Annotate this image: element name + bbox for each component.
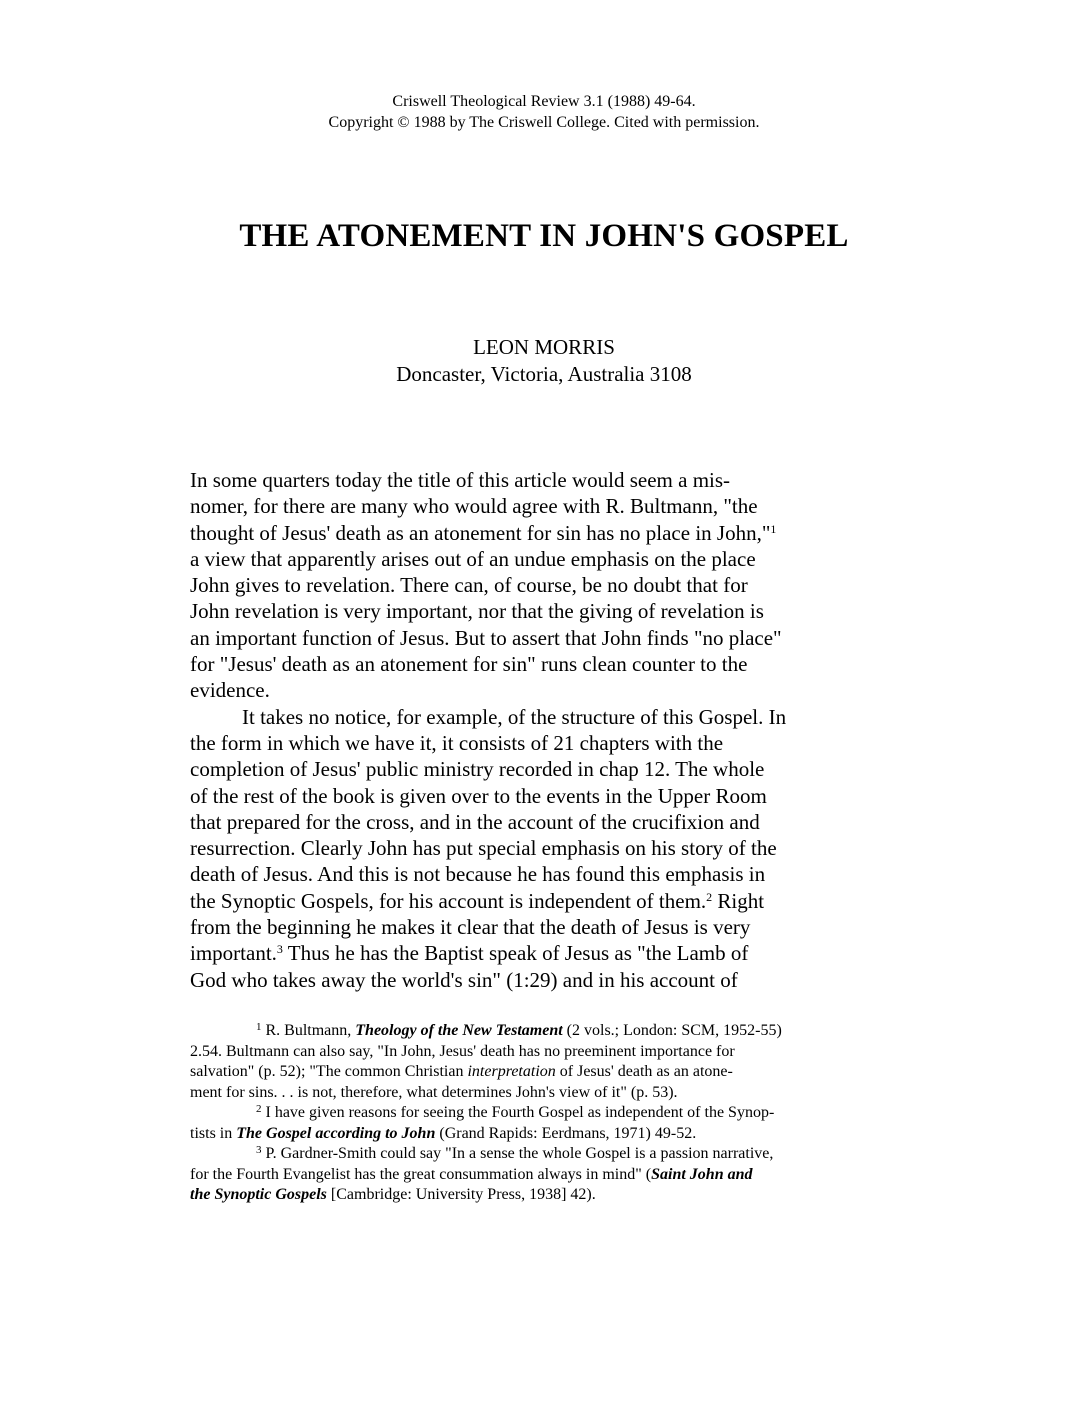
text-segment: important. bbox=[190, 941, 277, 966]
text-line: that prepared for the cross, and in the account of the crucifixion and bbox=[190, 809, 760, 834]
text-segment: of Jesus' death as an atone- bbox=[555, 1063, 733, 1080]
text-line: In some quarters today the title of this article would seem a mis- bbox=[190, 468, 731, 492]
author-location: Doncaster, Victoria, Australia 3108 bbox=[396, 362, 692, 386]
footnote-line bbox=[190, 1144, 890, 1165]
footnote-line bbox=[190, 1124, 890, 1145]
text-line bbox=[190, 520, 870, 546]
text-line-content: thought of Jesus' death as an atonement for sin has no place in John," bbox=[190, 520, 771, 545]
footnote-ref[interactable]: 1 bbox=[770, 521, 777, 536]
footnote-line: 2.54. Bultmann can also say, "In John, Jesus' death has no preeminent importance for bbox=[190, 1042, 735, 1060]
footnote-ref[interactable]: 2 bbox=[706, 889, 713, 904]
paragraph-2 bbox=[190, 704, 870, 993]
footnote-2 bbox=[190, 1103, 890, 1144]
text-line: nomer, for there are many who would agree with R. Bultmann, "the bbox=[190, 494, 758, 519]
author-name: LEON MORRIS bbox=[473, 335, 615, 359]
text-line: John revelation is very important, nor that the giving of revelation is bbox=[190, 599, 764, 624]
article-body bbox=[190, 467, 870, 993]
footnote-line bbox=[190, 1165, 890, 1186]
text-segment: [Cambridge: University Press, 1938] 42). bbox=[326, 1186, 596, 1203]
text-line: God who takes away the world's sin" (1:29) and in his account of bbox=[190, 967, 738, 992]
text-segment: I have given reasons for seeing the Fourth Gospel as independent of the Synop- bbox=[261, 1104, 775, 1121]
text-segment: tists in bbox=[190, 1124, 237, 1142]
book-title: Saint John and bbox=[651, 1165, 753, 1183]
text-segment: (Grand Rapids: Eerdmans, 1971) 49-52. bbox=[435, 1124, 697, 1142]
footnote-1 bbox=[190, 1021, 890, 1103]
text-segment: Right bbox=[712, 888, 765, 913]
text-line: of the rest of the book is given over to the events in the Upper Room bbox=[190, 783, 767, 808]
footnotes bbox=[190, 1021, 890, 1206]
footnote-number: 2 bbox=[256, 1103, 262, 1115]
text-line bbox=[190, 940, 870, 966]
text-line: death of Jesus. And this is not because he has found this emphasis in bbox=[190, 862, 766, 887]
text-segment: salvation" (p. 52); "The common Christian bbox=[190, 1063, 468, 1080]
text-line: for "Jesus' death as an atonement for sin" runs clean counter to the bbox=[190, 652, 748, 677]
author-block bbox=[0, 334, 1088, 388]
text-line: John gives to revelation. There can, of course, be no doubt that for bbox=[190, 573, 748, 598]
book-title: the Synoptic Gospels bbox=[190, 1186, 327, 1203]
text-segment: (2 vols.; London: SCM, 1952-55) bbox=[562, 1022, 782, 1039]
text-line: It takes no notice, for example, of the structure of this Gospel. In bbox=[242, 704, 787, 729]
copyright-line: Copyright © 1988 by The Criswell College. Cited with permission. bbox=[328, 114, 760, 131]
text-segment: P. Gardner-Smith could say "In a sense the whole Gospel is a passion narrative, bbox=[261, 1145, 774, 1162]
footnote-ref[interactable]: 3 bbox=[276, 942, 283, 957]
citation-header bbox=[0, 91, 1088, 133]
footnote-line bbox=[190, 1185, 890, 1206]
article-title: THE ATONEMENT IN JOHN'S GOSPEL bbox=[239, 218, 849, 254]
emphasis: interpretation bbox=[467, 1063, 556, 1080]
paragraph-1 bbox=[190, 467, 870, 704]
text-segment: Thus he has the Baptist speak of Jesus as "the Lamb of bbox=[282, 941, 749, 966]
text-line: from the beginning he makes it clear that the death of Jesus is very bbox=[190, 915, 751, 940]
text-line bbox=[190, 888, 870, 914]
book-title: The Gospel according to John bbox=[236, 1124, 436, 1142]
text-line: completion of Jesus' public ministry recorded in chap 12. The whole bbox=[190, 757, 765, 782]
footnote-number: 1 bbox=[256, 1021, 262, 1033]
footnote-line bbox=[190, 1021, 890, 1042]
footnote-line bbox=[190, 1103, 890, 1124]
citation-line: Criswell Theological Review 3.1 (1988) 49-64. bbox=[392, 93, 696, 110]
text-segment: for the Fourth Evangelist has the great consummation always in mind" ( bbox=[190, 1165, 652, 1183]
text-line: an important function of Jesus. But to assert that John finds "no place" bbox=[190, 625, 782, 650]
text-line: a view that apparently arises out of an undue emphasis on the place bbox=[190, 546, 756, 571]
footnote-3 bbox=[190, 1144, 890, 1206]
text-line: the form in which we have it, it consists of 21 chapters with the bbox=[190, 730, 724, 755]
book-title: Theology of the New Testament bbox=[355, 1022, 563, 1039]
text-segment: the Synoptic Gospels, for his account is independent of them. bbox=[190, 888, 707, 913]
footnote-number: 3 bbox=[256, 1144, 262, 1156]
text-line: evidence. bbox=[190, 678, 270, 703]
text-line: resurrection. Clearly John has put special emphasis on his story of the bbox=[190, 836, 777, 861]
text-segment: R. Bultmann, bbox=[261, 1022, 356, 1039]
footnote-line: ment for sins. . . is not, therefore, what determines John's view of it" (p. 53). bbox=[190, 1083, 678, 1101]
footnote-line bbox=[190, 1062, 890, 1083]
